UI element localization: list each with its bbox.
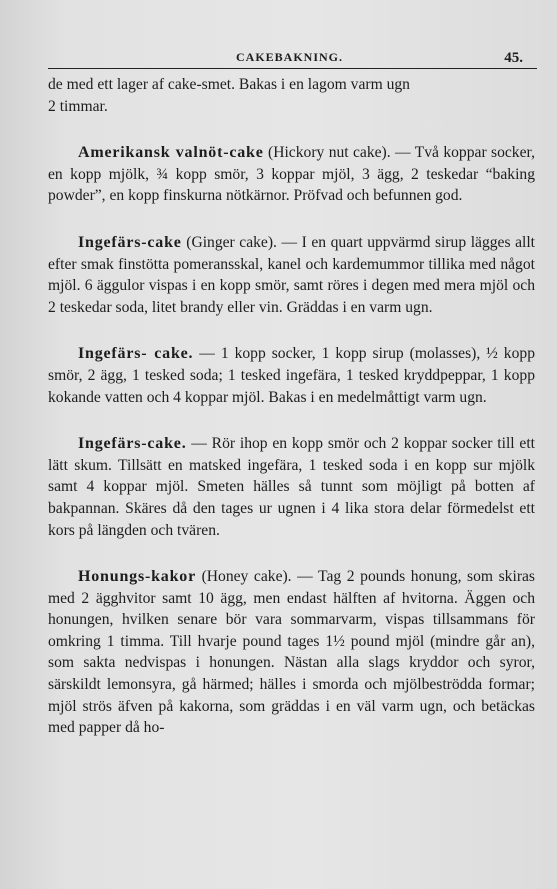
recipe-title: Amerikansk valnöt-cake	[78, 144, 264, 162]
page-number: 45.	[504, 50, 523, 66]
recipe-american-walnut-cake	[48, 142, 535, 207]
recipe-text: (Ginger cake). — I en quart uppvärmd sirup lägges allt efter smak finstötta pomeransskal, kanel och kardemummor tillika med något mjöl. 6 äggulor vispas i en kopp smör, samt röres i degen med mera mjöl och 2 teskedar soda, litet brandy eller vin. Gräddas i en varm ugn.	[48, 233, 535, 316]
recipe-text: — 1 kopp socker, 1 kopp sirup (molasses), ½ kopp smör, 2 ägg, 1 tesked soda; 1 tesked ingefära, 1 tesked kryddpeppar, 1 kopp kokande vatten och 4 koppar mjöl. Bakas i en medelmåttigt varm ugn.	[48, 345, 535, 406]
recipe-title: Ingefärs-cake	[78, 233, 182, 251]
recipe-title: Ingefärs- cake.	[78, 345, 194, 363]
body-text	[48, 74, 535, 739]
recipe-honey-cake	[48, 566, 535, 739]
recipe-text: — Rör ihop en kopp smör och 2 koppar socker till ett lätt skum. Tillsätt en matsked ingefära, 1 tesked soda i en kopp sur mjölk samt 4 koppar mjöl. Smeten hälles så tunnt som möjligt på botten af bakpannan. Skäres då den tages ur ugnen i 4 lika stora delar förmedelst ett kors på längden och tvären.	[48, 435, 535, 539]
paragraph-continuation	[48, 74, 535, 117]
recipe-text: (Honey cake). — Tag 2 pounds honung, som skiras med 2 ägghvitor samt 10 ägg, men endast hälften af hvitorna. Äggen och honungen, hvilken senare bör vara sommarvarm, vispas tillsammans för omkring 1 timma. Till hvarje pound tages 1½ pound mjöl (mindre går an), som sakta nedvispas i honungen. Nästan alla slags kryddor och syror, särskildt lemonsyra, gå härmed; hälles i smorda och mjölbeströdda formar; mjöl strös äfven på kakorna, som gräddas i en väl varm ugn, och betäckas med papper då ho-	[48, 568, 535, 737]
header-rule	[48, 68, 537, 69]
recipe-ginger-cake-3	[48, 433, 535, 541]
recipe-title: Honungs-kakor	[78, 568, 196, 586]
paragraph-text: 2 timmar.	[48, 97, 108, 115]
recipe-text: (Hickory nut cake). — Två koppar socker, en kopp mjölk, ¾ kopp smör, 3 koppar mjöl, 3 ägg, 2 teskedar “baking powder”, en kopp finskurna nötkärnor. Pröfvad och befunnen god.	[48, 144, 535, 205]
paragraph-text: de med ett lager af cake-smet. Bakas i en lagom varm ugn	[48, 76, 410, 93]
running-head: CAKEBAKNING.	[235, 50, 343, 64]
recipe-title: Ingefärs-cake.	[78, 435, 187, 453]
recipe-ginger-cake-2	[48, 343, 535, 408]
recipe-ginger-cake-1	[48, 232, 535, 318]
page-header	[48, 44, 531, 68]
